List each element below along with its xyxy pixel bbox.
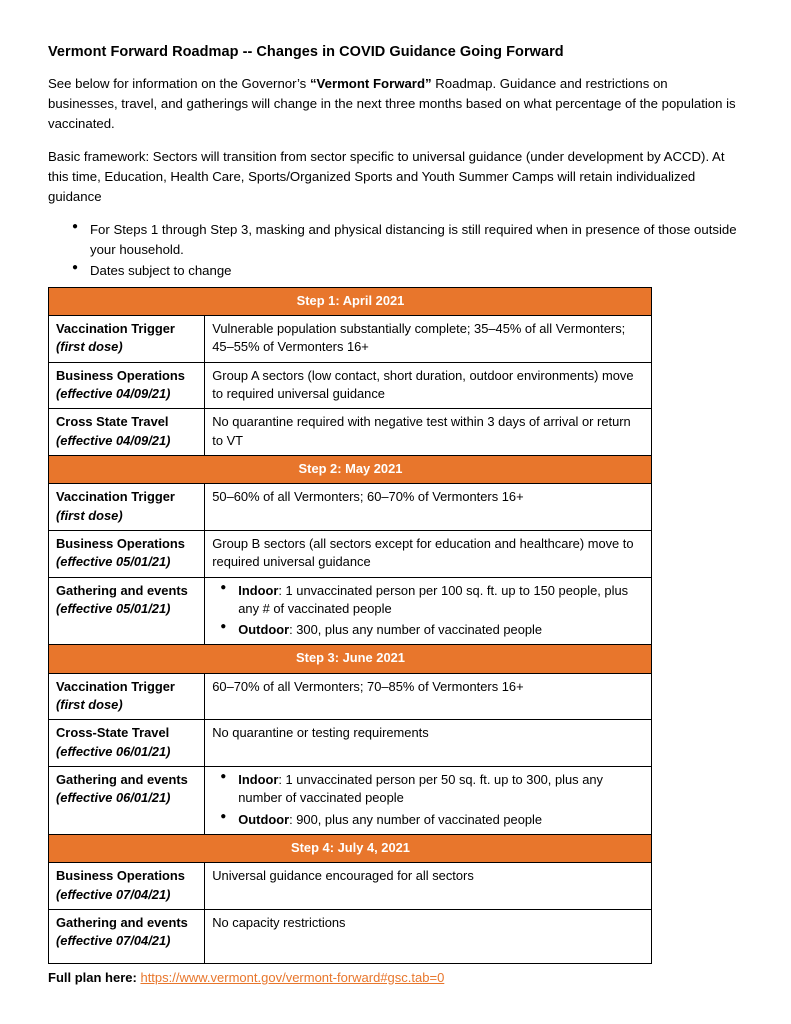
step-header: Step 3: June 2021 [49,645,652,673]
footer [48,970,739,985]
row-label-text: Gathering and events [56,914,188,930]
row-label-text: Cross State Travel [56,414,169,430]
row-label-text: Gathering and events [56,772,188,788]
row-label [49,316,205,363]
row-label-effective: (effective 04/09/21) [56,432,171,448]
table-row [49,362,652,409]
table-row [49,455,652,483]
row-value [205,577,652,645]
row-label [49,909,205,963]
row-label-text: Business Operations [56,535,185,551]
step-header: Step 2: May 2021 [49,455,652,483]
row-label [49,577,205,645]
row-label-effective: (effective 07/04/21) [56,933,171,949]
row-label-effective: (first dose) [56,507,123,523]
table-row [49,577,652,645]
row-label-effective: (effective 07/04/21) [56,886,171,902]
row-label [49,863,205,910]
sub-list-bold: Indoor [238,582,279,598]
row-label-text: Vaccination Trigger [56,678,175,694]
row-label-effective: (effective 05/01/21) [56,554,171,570]
row-value [205,767,652,835]
row-value: No quarantine required with negative test within 3 days of arrival or return to VT [205,409,652,456]
row-label-effective: (first dose) [56,697,123,713]
list-item: ● Dates subject to change [72,261,739,281]
table-row [49,720,652,767]
list-item: ● For Steps 1 through Step 3, masking and physical distancing is still required when in presence of those outside your household. [72,220,739,260]
value-sub-list [212,771,645,829]
row-value: Universal guidance encouraged for all sectors [205,863,652,910]
table-row [49,909,652,963]
row-label-effective: (effective 06/01/21) [56,743,171,759]
sub-list-bold: Outdoor [238,811,290,827]
list-item [212,811,645,829]
table-row [49,409,652,456]
row-label [49,409,205,456]
row-label [49,362,205,409]
table-row [49,767,652,835]
list-item [212,582,645,619]
row-label [49,673,205,720]
table-row [49,834,652,862]
row-label [49,767,205,835]
sub-list-text: : 1 unvaccinated person per 100 sq. ft. up to 150 people, plus any # of vaccinated people [238,582,629,616]
full-plan-link[interactable]: https://www.vermont.gov/vermont-forward#gsc.tab=0 [140,969,445,985]
row-label-effective: (effective 05/01/21) [56,600,171,616]
table-row [49,645,652,673]
row-label-effective: (effective 06/01/21) [56,790,171,806]
footer-label: Full plan here: [48,969,137,985]
sub-list-bold: Outdoor [238,622,290,638]
row-label-text: Gathering and events [56,582,188,598]
page-title: Vermont Forward Roadmap -- Changes in COVID Guidance Going Forward [48,44,564,60]
row-value: 50–60% of all Vermonters; 60–70% of Vermonters 16+ [205,484,652,531]
notes-list [48,220,739,280]
row-label-text: Vaccination Trigger [56,321,175,337]
row-label [49,484,205,531]
row-value: Group A sectors (low contact, short duration, outdoor environments) move to required universal guidance [205,362,652,409]
roadmap-table [48,287,652,964]
sub-list-text: : 300, plus any number of vaccinated people [289,622,543,638]
row-value: No capacity restrictions [205,909,652,963]
table-row [49,287,652,315]
value-sub-list [212,582,645,640]
table-row [49,316,652,363]
row-label-text: Business Operations [56,367,185,383]
row-label-text: Business Operations [56,868,185,884]
table-row [49,863,652,910]
row-value: Vulnerable population substantially complete; 35–45% of all Vermonters; 45–55% of Vermonters 16+ [205,316,652,363]
row-label-text: Vaccination Trigger [56,489,175,505]
step-header: Step 4: July 4, 2021 [49,834,652,862]
intro-paragraph-1: See below for information on the Governor’s “Vermont Forward” Roadmap. Guidance and restrictions on businesses, travel, and gatherings will change in the next three months based on what percentage of the population is vaccinated. [48,76,736,132]
sub-list-bold: Indoor [238,772,279,788]
row-label-effective: (first dose) [56,339,123,355]
list-item [212,771,645,808]
row-label [49,720,205,767]
step-header: Step 1: April 2021 [49,287,652,315]
row-value: No quarantine or testing requirements [205,720,652,767]
table-row [49,673,652,720]
sub-list-text: : 1 unvaccinated person per 50 sq. ft. up to 300, plus any number of vaccinated people [238,772,603,806]
row-label [49,530,205,577]
row-label-effective: (effective 04/09/21) [56,386,171,402]
row-value: 60–70% of all Vermonters; 70–85% of Vermonters 16+ [205,673,652,720]
sub-list-text: : 900, plus any number of vaccinated people [289,811,543,827]
list-item [212,621,645,639]
row-value: Group B sectors (all sectors except for education and healthcare) move to required universal guidance [205,530,652,577]
table-row [49,484,652,531]
row-label-text: Cross-State Travel [56,725,170,741]
intro-paragraph-2: Basic framework: Sectors will transition from sector specific to universal guidance (under development by ACCD). At this time, Education, Health Care, Sports/Organized Sports and Youth Summer Camps will retain individualized guidance [48,149,725,205]
table-row [49,530,652,577]
